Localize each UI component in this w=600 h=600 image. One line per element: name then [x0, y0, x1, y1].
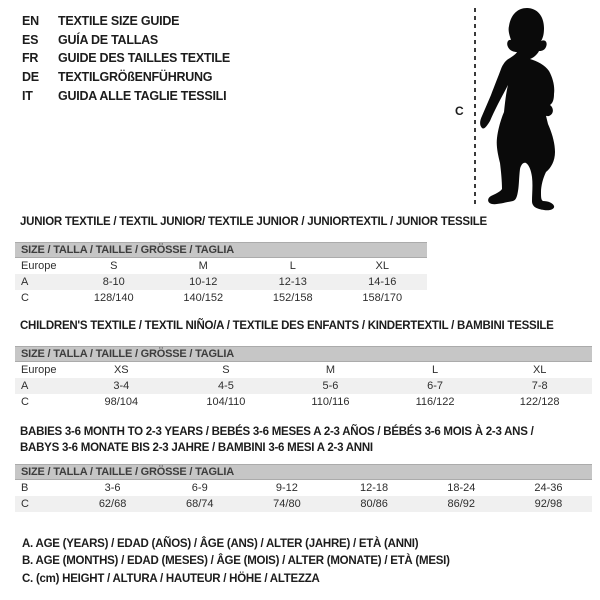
table-cell: 6-7	[427, 380, 444, 392]
table-cell: 3-6	[104, 482, 121, 494]
row-label: A	[21, 276, 29, 288]
size-table	[15, 346, 592, 410]
size-header-bar: SIZE / TALLA / TAILLE / GRÖSSE / TAGLIA	[15, 242, 427, 258]
language-row-es	[22, 31, 230, 50]
table-title: BABYS 3-6 MONATE BIS 2-3 JAHRE / BAMBINI 3-6 MESI A 2-3 ANNI	[20, 442, 373, 454]
table-cell: 116/122	[415, 396, 455, 408]
size-header-bar: SIZE / TALLA / TAILLE / GRÖSSE / TAGLIA	[15, 346, 592, 362]
legend-line-b: B. AGE (MONTHS) / EDAD (MESES) / ÂGE (MOIS) / ALTER (MONATE) / ETÀ (MESI)	[22, 555, 450, 568]
table-cell: L	[432, 364, 439, 376]
table-cell: 104/110	[206, 396, 246, 408]
measurement-legend	[22, 536, 450, 588]
table-cell: 140/152	[183, 292, 224, 304]
language-title: GUIDE DES TAILLES TEXTILE	[58, 51, 231, 66]
language-title: GUÍA DE TALLAS	[58, 32, 158, 47]
language-title: TEXTILGRÖßENFÜHRUNG	[58, 70, 213, 85]
table-cell: 9-12	[275, 482, 298, 494]
language-code: ES	[22, 32, 39, 47]
table-cell: 122/128	[519, 396, 560, 408]
table-cell: 68/74	[185, 498, 214, 510]
row-label: B	[21, 482, 29, 494]
size-header-bar: SIZE / TALLA / TAILLE / GRÖSSE / TAGLIA	[15, 464, 592, 480]
table-cell: M	[198, 260, 208, 272]
table-row	[15, 496, 592, 512]
table-cell: XS	[113, 364, 129, 376]
row-label: Europe	[21, 364, 57, 376]
size-table	[15, 464, 592, 512]
table-cell: L	[289, 260, 296, 272]
row-label: Europe	[21, 260, 57, 272]
table-cell: 74/80	[273, 498, 301, 510]
table-cell: 10-12	[189, 276, 218, 288]
legend-line-a: A. AGE (YEARS) / EDAD (AÑOS) / ÂGE (ANS) / ALTER (JAHRE) / ETÀ (ANNI)	[22, 538, 419, 550]
legend-line-c: C. (cm) HEIGHT / ALTURA / HAUTEUR / HÖHE / ALTEZZA	[22, 572, 320, 585]
height-measure-dashed-line	[474, 8, 476, 207]
table-cell: 80/86	[360, 498, 388, 510]
table-cell: 14-16	[368, 276, 397, 288]
language-code: IT	[22, 88, 33, 103]
language-row-de	[22, 68, 230, 87]
table-cell: 4-5	[217, 380, 234, 392]
table-cell: 92/98	[534, 498, 563, 510]
table-cell: 110/116	[311, 396, 350, 408]
table-cell: S	[222, 364, 230, 376]
table-cell: 18-24	[447, 482, 476, 494]
table-cell: 3-4	[113, 380, 130, 392]
size-table-block	[15, 214, 487, 306]
language-title: GUIDA ALLE TAGLIE TESSILI	[58, 88, 227, 103]
table-cell: XL	[375, 260, 389, 272]
table-cell: 12-13	[278, 276, 307, 288]
table-row	[15, 378, 592, 394]
table-cell: 12-18	[360, 482, 389, 494]
language-row-it	[22, 86, 230, 105]
table-cell: M	[325, 364, 336, 376]
table-cell: 86/92	[447, 498, 476, 510]
table-cell: 98/104	[104, 396, 139, 408]
table-cell: 7-8	[531, 380, 548, 392]
table-row	[15, 394, 592, 410]
table-cell: 5-6	[322, 380, 339, 392]
size-table-block	[15, 318, 592, 410]
language-row-fr	[22, 49, 230, 68]
table-cell: 152/158	[272, 292, 313, 304]
toddler-silhouette-icon	[480, 0, 600, 215]
table-cell: 24-36	[534, 482, 563, 494]
height-measure-label: C	[455, 104, 464, 118]
table-title: CHILDREN'S TEXTILE / TEXTIL NIÑO/A / TEXTILE DES ENFANTS / KINDERTEXTIL / BAMBINI TESSILE	[20, 320, 554, 332]
row-label: C	[21, 396, 29, 408]
table-cell: 6-9	[191, 482, 208, 494]
table-cell: 158/170	[362, 292, 403, 304]
table-row	[15, 258, 427, 274]
table-cell: S	[110, 260, 118, 272]
table-row	[15, 290, 427, 306]
size-table	[15, 242, 427, 306]
table-title: JUNIOR TEXTILE / TEXTIL JUNIOR/ TEXTILE JUNIOR / JUNIORTEXTIL / JUNIOR TESSILE	[20, 216, 487, 228]
language-title: TEXTILE SIZE GUIDE	[58, 14, 180, 29]
language-list	[22, 12, 230, 105]
language-row-en	[22, 12, 230, 31]
language-code: DE	[22, 70, 39, 85]
size-table-block	[15, 424, 592, 512]
row-label: C	[21, 292, 29, 304]
language-code: EN	[22, 14, 39, 29]
table-row	[15, 362, 592, 378]
table-cell: 8-10	[102, 276, 125, 288]
table-row	[15, 274, 427, 290]
row-label: C	[21, 498, 29, 510]
table-cell: XL	[532, 364, 547, 376]
table-cell: 128/140	[93, 292, 134, 304]
table-row	[15, 480, 592, 496]
table-cell: 62/68	[98, 498, 127, 510]
row-label: A	[21, 380, 29, 392]
table-title: BABIES 3-6 MONTH TO 2-3 YEARS / BEBÉS 3-6 MESES A 2-3 AÑOS / BÉBÉS 3-6 MOIS À 2-3 ANS /	[20, 426, 534, 438]
language-code: FR	[22, 51, 39, 66]
